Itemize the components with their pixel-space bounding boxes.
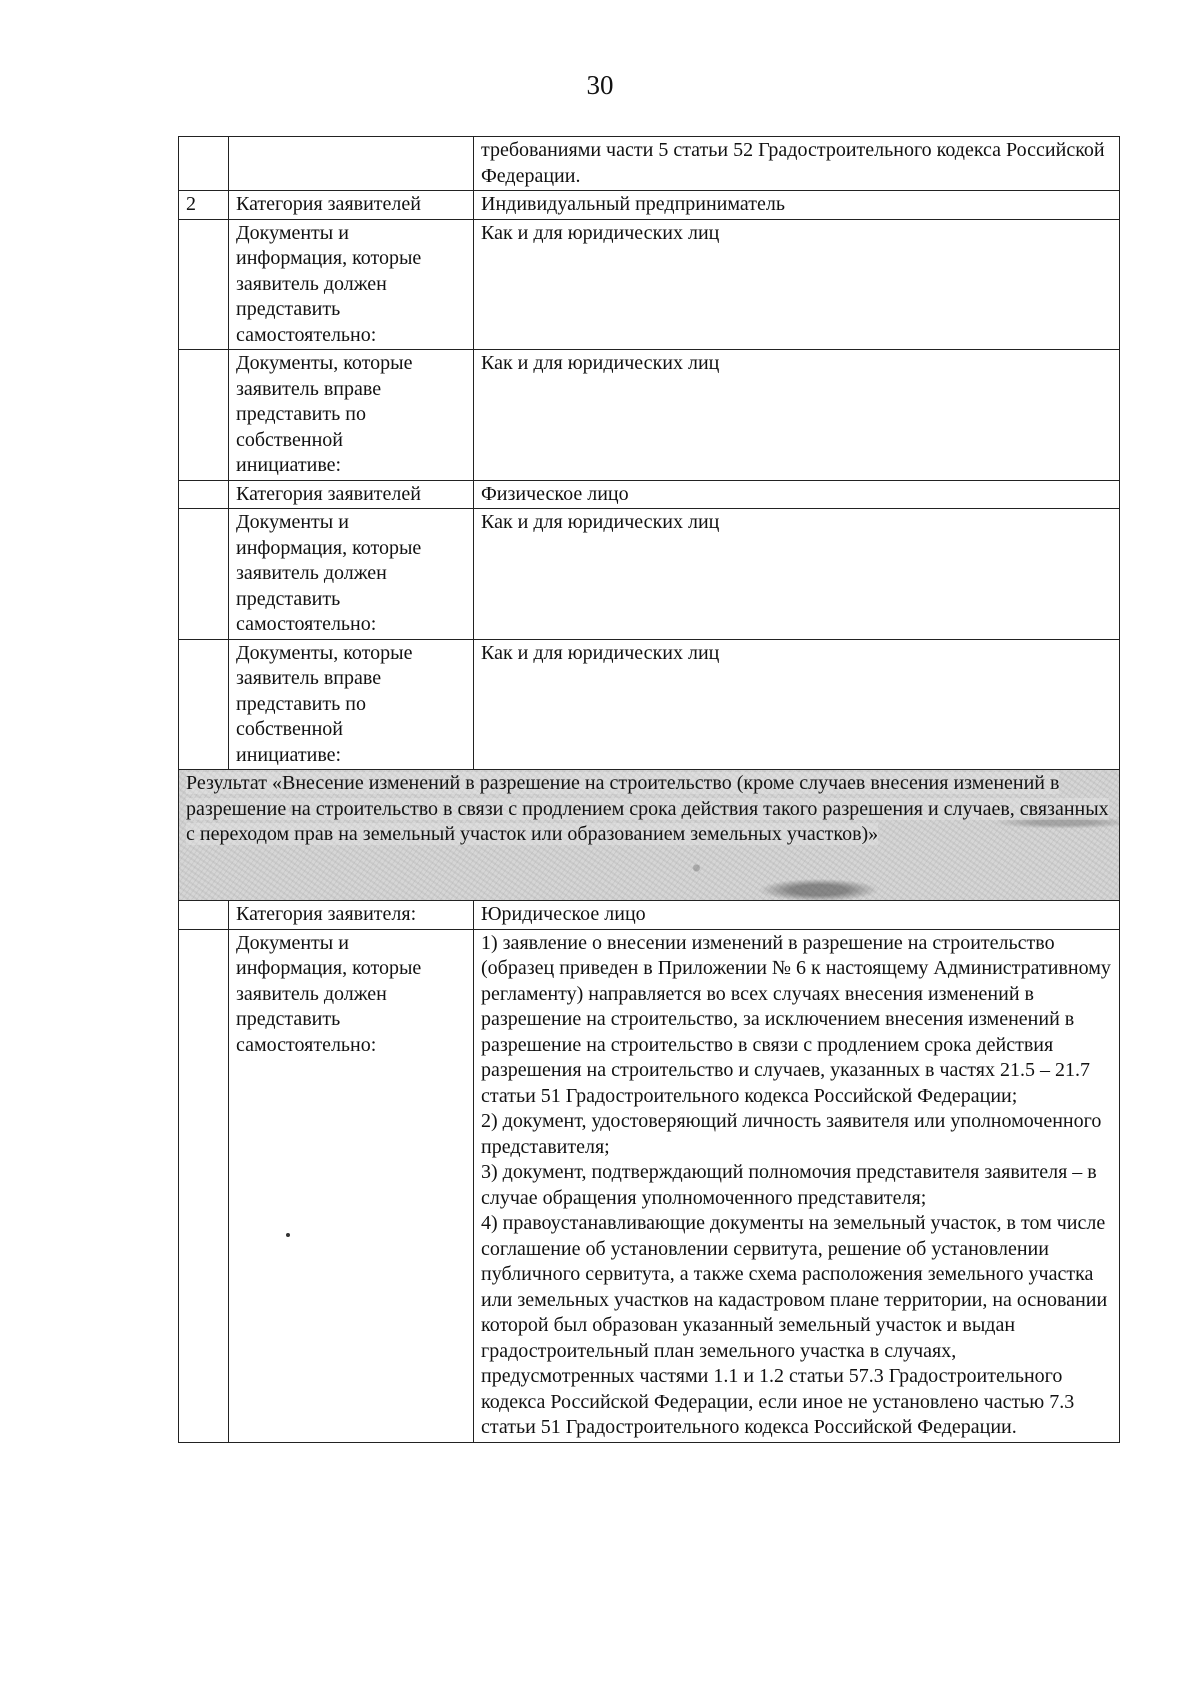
label-cell	[229, 137, 474, 191]
table-row	[179, 350, 1120, 481]
required-docs-label: Документы и информация, которые заявитель должен представить самостоятельно:	[229, 219, 474, 350]
required-docs-value: 1) заявление о внесении изменений в разрешение на строительство (образец приведен в Приложении № 6 к настоящему Административному регламенту) направляется во всех случаях внесения изменений в разрешение на строительство, за исключением внесения изменений в разрешение на строительство в связи с продлением срока действия разрешения на строительство и случаев, указанных в частях 21.5 – 21.7 статьи 51 Градостроительного кодекса Российской Федерации; 2) документ, удостоверяющий личность заявителя или уполномоченного представителя; 3) документ, подтверждающий полномочия представителя заявителя – в случае обращения уполномоченного представителя; 4) правоустанавливающие документы на земельный участок, в том числе соглашение об установлении сервитута, решение об установлении публичного сервитута, а также схема расположения земельного участка или земельных участков на кадастровом плане территории, на основании которой был образован указанный земельный участок и выдан градостроительный план земельного участка в случаях, предусмотренных частями 1.1 и 1.2 статьи 57.3 Градостроительного кодекса Российской Федерации, если иное не установлено частью 7.3 статьи 51 Градостроительного кодекса Российской Федерации.	[474, 929, 1120, 1442]
table-row	[179, 770, 1120, 901]
row-number-cell	[179, 509, 229, 640]
optional-docs-value: Как и для юридических лиц	[474, 639, 1120, 770]
optional-docs-label: Документы, которые заявитель вправе представить по собственной инициативе:	[229, 350, 474, 481]
document-table	[178, 136, 1120, 1443]
table-row	[179, 191, 1120, 220]
row-number-cell	[179, 901, 229, 930]
row-number-cell	[179, 350, 229, 481]
row-number-cell	[179, 929, 229, 1442]
result-heading	[179, 770, 1120, 901]
table-row	[179, 480, 1120, 509]
required-docs-value: Как и для юридических лиц	[474, 509, 1120, 640]
row-number-cell	[179, 137, 229, 191]
applicant-category-value: Физическое лицо	[474, 480, 1120, 509]
table-row	[179, 509, 1120, 640]
required-docs-value: Как и для юридических лиц	[474, 219, 1120, 350]
table-row	[179, 901, 1120, 930]
required-docs-label: Документы и информация, которые заявитель должен представить самостоятельно:	[229, 929, 474, 1442]
optional-docs-value: Как и для юридических лиц	[474, 350, 1120, 481]
applicant-category-value: Юридическое лицо	[474, 901, 1120, 930]
applicant-category-label: Категория заявителей	[229, 191, 474, 220]
value-cell: требованиями части 5 статьи 52 Градостроительного кодекса Российской Федерации.	[474, 137, 1120, 191]
row-number-cell	[179, 639, 229, 770]
applicant-category-label: Категория заявителя:	[229, 901, 474, 930]
result-heading-text: Результат «Внесение изменений в разрешение на строительство (кроме случаев внесения изменений в разрешение на строительство в связи с продлением срока действия такого разрешения и случаев, связанных с переходом прав на земельный участок или образованием земельных участков)»	[186, 772, 1109, 845]
row-number-cell	[179, 480, 229, 509]
optional-docs-label: Документы, которые заявитель вправе представить по собственной инициативе:	[229, 639, 474, 770]
table-row	[179, 137, 1120, 191]
page-number: 30	[586, 70, 614, 100]
table-row	[179, 639, 1120, 770]
applicant-category-label: Категория заявителей	[229, 480, 474, 509]
row-number-cell	[179, 219, 229, 350]
applicant-category-value: Индивидуальный предприниматель	[474, 191, 1120, 220]
table-row	[179, 219, 1120, 350]
required-docs-label: Документы и информация, которые заявитель должен представить самостоятельно:	[229, 509, 474, 640]
scan-speck	[286, 1233, 290, 1237]
table-row	[179, 929, 1120, 1442]
row-number-cell: 2	[179, 191, 229, 220]
